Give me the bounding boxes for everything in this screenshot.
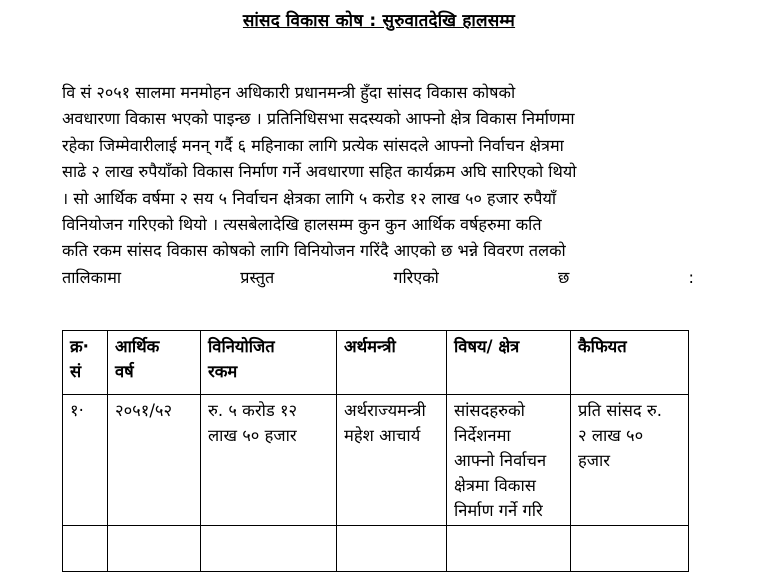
header-subject-area [447,331,571,395]
header-remarks [571,331,689,395]
paragraph-last-line [62,265,694,291]
cell-empty [447,526,571,572]
header-fiscal-year [108,331,201,395]
paragraph-line: अवधारणा विकास भएको पाइन्छ । प्रतिनिधिसभा सदस्यको आफ्नो क्षेत्र विकास निर्माणमा [62,109,575,129]
cell-finance-minister [337,395,447,526]
header-text: क्र· [70,337,89,356]
cell-text: निर्माण गर्ने गरि [454,501,543,520]
cell-empty [108,526,201,572]
cell-text: महेश आचार्य [344,426,421,445]
paragraph-line: साढे २ लाख रुपैयाँको विकास निर्माण गर्ने अवधारणा सहित कार्यक्रम अघि सारिएको थियो [62,162,577,182]
cell-fiscal-year [108,395,201,526]
header-finance-minister [337,331,447,395]
cell-serial-number [63,395,108,526]
header-text: आर्थिक [115,337,160,356]
paragraph-line: । सो आर्थिक वर्षमा २ सय ५ निर्वाचन क्षेत्रका लागि ५ करोड १२ लाख ५० हजार रुपैयाँ [62,188,557,208]
paragraph-line: कति रकम सांसद विकास कोषको लागि विनियोजन गरिंदै आएको छ भन्ने विवरण तलको [62,241,566,261]
cell-text: हजार [578,451,611,470]
header-serial-number [63,331,108,395]
allocation-table [62,330,689,572]
paragraph-word: प्रस्तुत [240,267,275,287]
cell-allocated-amount [201,395,337,526]
paragraph-line: वि सं २०५१ सालमा मनमोहन अधिकारी प्रधानमन्त्री हुँदा सांसद विकास कोषको [62,83,516,102]
intro-paragraph [62,80,694,291]
table-row-truncated [63,526,689,572]
table-header-row [63,331,689,395]
cell-text: निर्देशनमा [454,426,511,445]
table-row [63,395,689,526]
header-text: कैफियत [578,337,627,356]
header-text: विषय/ क्षेत्र [454,337,520,356]
cell-text: आफ्नो निर्वाचन [454,451,547,470]
cell-empty [337,526,447,572]
cell-empty [63,526,108,572]
cell-text: अर्थराज्यमन्त्री [344,401,426,420]
header-text: रकम [208,362,238,381]
cell-text: रु. ५ करोड १२ [208,401,298,420]
paragraph-word: : [688,267,694,287]
cell-text: क्षेत्रमा विकास [454,476,536,495]
cell-text: २ लाख ५० [578,426,644,445]
header-text: सं [70,362,82,381]
cell-subject-area [447,395,571,526]
cell-empty [201,526,337,572]
header-allocated-amount [201,331,337,395]
paragraph-line: रहेका जिम्मेवारीलाई मनन् गर्दै ६ महिनाका लागि प्रत्येक सांसदले आफ्नो निर्वाचन क्षेत्रमा [62,135,564,155]
paragraph-word: छ [558,267,570,287]
paragraph-word: तालिकामा [62,267,122,287]
paragraph-word: गरिएको [393,267,439,287]
cell-text: लाख ५० हजार [208,426,297,445]
cell-empty [571,526,689,572]
header-text: अर्थमन्त्री [344,337,396,356]
page-title: सांसद विकास कोष : सुरुवातदेखि हालसम्म [242,11,516,31]
cell-text: २०५१/५२ [115,401,173,420]
cell-text: प्रति सांसद रु. [578,401,663,420]
cell-text: १· [70,401,84,420]
header-text: वर्ष [115,362,134,381]
paragraph-line: विनियोजन गरिएको थियो । त्यसबेलादेखि हालसम्म कुन कुन आर्थिक वर्षहरुमा कति [62,215,542,235]
cell-remarks [571,395,689,526]
header-text: विनियोजित [208,337,275,356]
cell-text: सांसदहरुको [454,401,525,420]
